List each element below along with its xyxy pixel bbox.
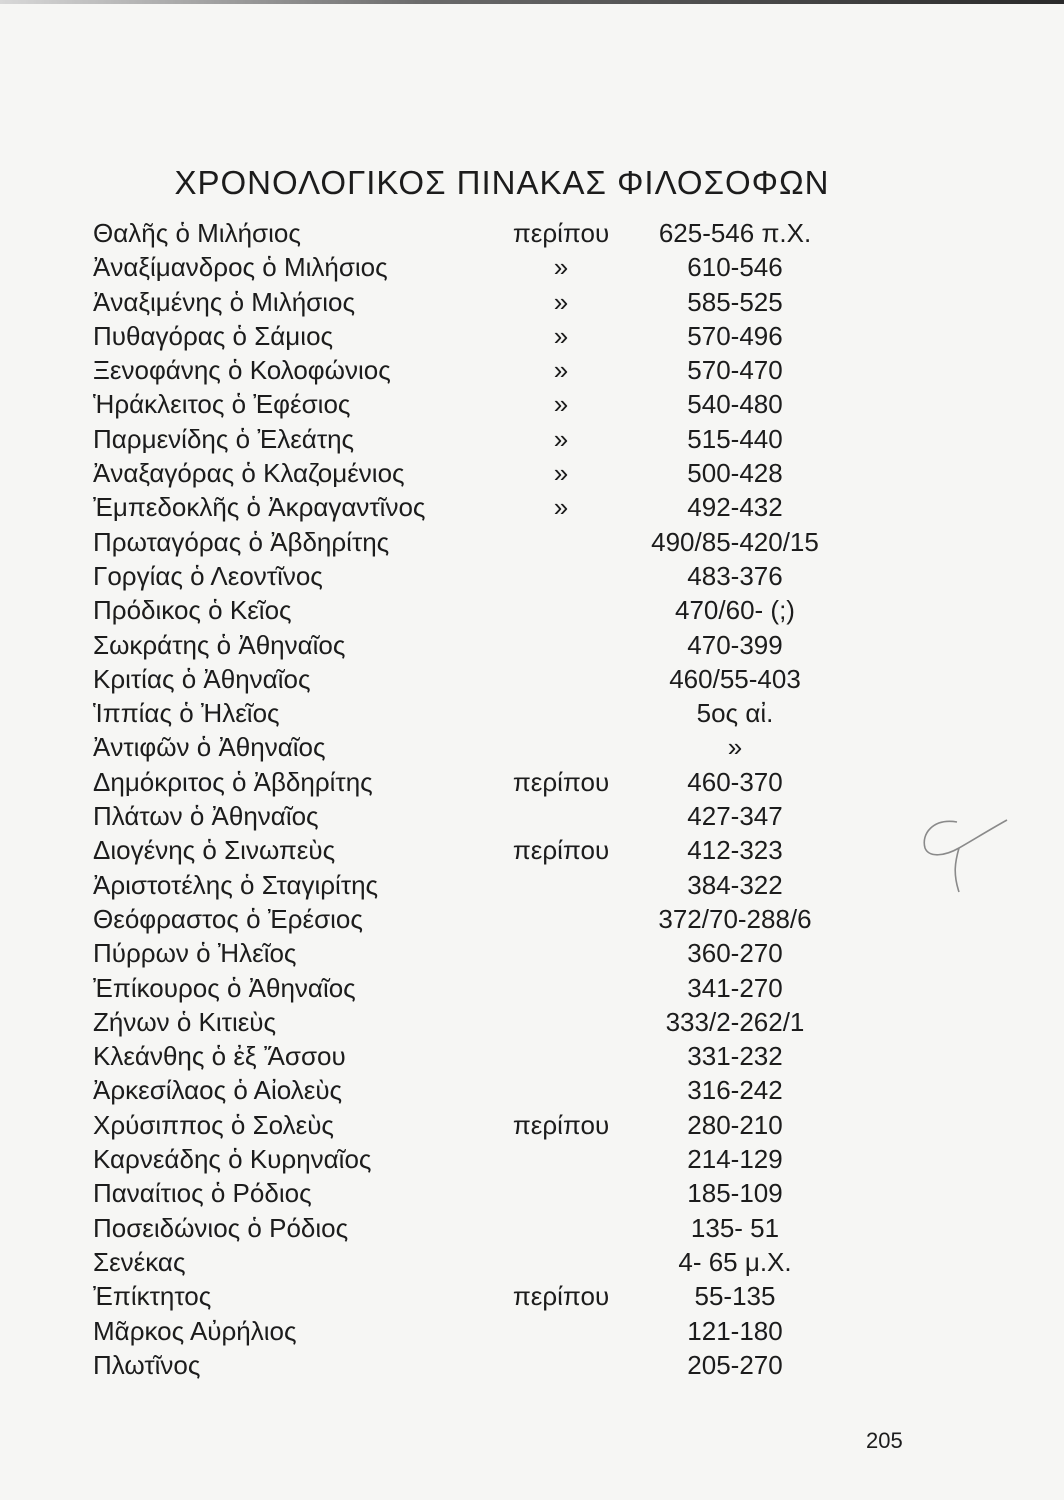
life-dates: » (727, 732, 743, 763)
table-row (0, 285, 1064, 319)
life-dates: 4- 65 μ.Χ. (678, 1246, 792, 1277)
life-dates: 280-210 (687, 1109, 783, 1140)
life-dates: 5ος αἰ. (696, 698, 774, 729)
philosopher-name: Ἐμπεδοκλῆς ὁ Ἀκραγαντῖνος (93, 492, 426, 523)
life-dates: 316-242 (687, 1075, 783, 1106)
table-row (0, 1211, 1064, 1245)
table-row (0, 868, 1064, 902)
life-dates: 135- 51 (690, 1212, 780, 1243)
table-row (0, 833, 1064, 867)
philosopher-name: Πλάτων ὁ Ἀθηναῖος (93, 801, 319, 832)
philosopher-name: Πρωταγόρας ὁ Ἀβδηρίτης (93, 526, 390, 557)
approximate-marker: » (553, 320, 569, 351)
philosopher-name: Ποσειδώνιος ὁ Ρόδιος (93, 1212, 349, 1243)
approximate-marker: » (553, 355, 569, 386)
table-row (0, 730, 1064, 764)
life-dates: 427-347 (687, 801, 783, 832)
table-row (0, 1279, 1064, 1313)
life-dates: 333/2-262/1 (665, 1006, 805, 1037)
philosopher-name: Ἀριστοτέλης ὁ Σταγιρίτης (93, 869, 379, 900)
page-number: 205 (866, 1428, 903, 1453)
table-row (0, 1005, 1064, 1039)
philosopher-name: Πύρρων ὁ Ἠλεῖος (93, 938, 297, 969)
table-row (0, 559, 1064, 593)
philosopher-name: Ἀναξαγόρας ὁ Κλαζομένιος (93, 458, 405, 489)
life-dates: 490/85-420/15 (651, 526, 819, 557)
philosopher-name: Πλωτῖνος (93, 1349, 201, 1380)
table-row (0, 216, 1064, 250)
philosopher-name: Ἱππίας ὁ Ἠλεῖος (93, 698, 280, 729)
life-dates: 515-440 (687, 423, 783, 454)
life-dates: 500-428 (687, 458, 783, 489)
life-dates: 372/70-288/6 (658, 903, 812, 934)
life-dates: 185-109 (687, 1178, 783, 1209)
table-row (0, 1108, 1064, 1142)
philosopher-name: Κριτίας ὁ Ἀθηναῖος (93, 663, 311, 694)
table-row (0, 628, 1064, 662)
table-row (0, 353, 1064, 387)
approximate-marker: » (553, 492, 569, 523)
philosopher-name: Κλεάνθης ὁ ἐξ Ἄσσου (93, 1041, 346, 1072)
table-row (0, 422, 1064, 456)
life-dates: 412-323 (687, 835, 783, 866)
philosopher-name: Ἐπίκουρος ὁ Ἀθηναῖος (93, 972, 356, 1003)
philosopher-name: Παναίτιος ὁ Ρόδιος (93, 1178, 312, 1209)
life-dates: 360-270 (687, 938, 783, 969)
life-dates: 470/60- (;) (675, 595, 795, 626)
life-dates: 460/55-403 (669, 663, 801, 694)
philosopher-name: Πυθαγόρας ὁ Σάμιος (93, 320, 334, 351)
table-row (0, 490, 1064, 524)
life-dates: 341-270 (687, 972, 783, 1003)
approximate-marker: περίπου (512, 1109, 610, 1140)
approximate-marker: περίπου (512, 766, 610, 797)
table-row (0, 1142, 1064, 1176)
life-dates: 585-525 (687, 286, 783, 317)
life-dates: 331-232 (687, 1041, 783, 1072)
approximate-marker: περίπου (512, 835, 610, 866)
table-row (0, 1073, 1064, 1107)
philosophers-table (0, 216, 1064, 1382)
life-dates: 610-546 (687, 252, 783, 283)
approximate-marker: περίπου (512, 1281, 610, 1312)
life-dates: 570-496 (687, 320, 783, 351)
philosopher-name: Θαλῆς ὁ Μιλήσιος (93, 218, 301, 248)
philosopher-name: Σενέκας (93, 1246, 186, 1277)
table-row (0, 387, 1064, 421)
table-row (0, 1039, 1064, 1073)
philosopher-name: Παρμενίδης ὁ Ἐλεάτης (93, 423, 355, 454)
life-dates: 483-376 (687, 560, 783, 591)
table-row (0, 662, 1064, 696)
table-row (0, 593, 1064, 627)
philosopher-name: Ἡράκλειτος ὁ Ἐφέσιος (93, 389, 351, 420)
philosopher-name: Σωκράτης ὁ Ἀθηναῖος (93, 629, 346, 660)
table-row (0, 1176, 1064, 1210)
table-row (0, 1245, 1064, 1279)
approximate-marker: » (553, 286, 569, 317)
life-dates: 214-129 (687, 1144, 783, 1175)
table-row (0, 319, 1064, 353)
table-row (0, 456, 1064, 490)
table-row (0, 902, 1064, 936)
life-dates: 470-399 (687, 629, 783, 660)
table-row (0, 1348, 1064, 1382)
philosopher-name: Ἀναξίμανδρος ὁ Μιλήσιος (93, 252, 388, 283)
approximate-marker: » (553, 423, 569, 454)
philosopher-name: Καρνεάδης ὁ Κυρηναῖος (93, 1144, 372, 1175)
approximate-marker: » (553, 389, 569, 420)
table-row (0, 696, 1064, 730)
table-row (0, 765, 1064, 799)
philosopher-name: Ἐπίκτητος (93, 1281, 212, 1312)
philosopher-name: Δημόκριτος ὁ Ἀβδηρίτης (93, 766, 373, 797)
philosopher-name: Θεόφραστος ὁ Ἐρέσιος (93, 903, 363, 934)
philosopher-name: Γοργίας ὁ Λεοντῖνος (93, 560, 323, 591)
life-dates: 492-432 (687, 492, 783, 523)
table-row (0, 936, 1064, 970)
philosopher-name: Ζήνων ὁ Κιτιεὺς (93, 1006, 277, 1037)
table-row (0, 971, 1064, 1005)
philosopher-name: Ἀντιφῶν ὁ Ἀθηναῖος (93, 732, 326, 763)
approximate-marker: » (553, 458, 569, 489)
handwritten-margin-mark (915, 812, 1010, 897)
approximate-marker: » (553, 252, 569, 283)
philosopher-name: Ξενοφάνης ὁ Κολοφώνιος (93, 355, 391, 386)
table-row (0, 250, 1064, 284)
page-top-edge (0, 0, 1064, 4)
life-dates: 540-480 (687, 389, 783, 420)
life-dates: 460-370 (687, 766, 783, 797)
page-title: ΧΡΟΝΟΛΟΓΙΚΟΣ ΠΙΝΑΚΑΣ ΦΙΛΟΣΟΦΩΝ (174, 164, 830, 202)
life-dates: 570-470 (687, 355, 783, 386)
life-dates: 625-546 π.Χ. (658, 218, 812, 248)
table-row (0, 1314, 1064, 1348)
philosopher-name: Ἀρκεσίλαος ὁ Αἰολεὺς (93, 1075, 343, 1106)
life-dates: 384-322 (687, 869, 783, 900)
philosopher-name: Πρόδικος ὁ Κεῖος (93, 595, 292, 626)
philosopher-name: Χρύσιππος ὁ Σολεὺς (93, 1109, 334, 1140)
life-dates: 205-270 (687, 1349, 783, 1380)
table-row (0, 525, 1064, 559)
philosopher-name: Ἀναξιμένης ὁ Μιλήσιος (93, 286, 355, 317)
life-dates: 121-180 (687, 1315, 783, 1346)
approximate-marker: περίπου (512, 218, 610, 248)
philosopher-name: Μᾶρκος Αὐρήλιος (93, 1315, 297, 1346)
table-row (0, 799, 1064, 833)
philosopher-name: Διογένης ὁ Σινωπεὺς (93, 835, 336, 866)
life-dates: 55-135 (694, 1281, 776, 1312)
